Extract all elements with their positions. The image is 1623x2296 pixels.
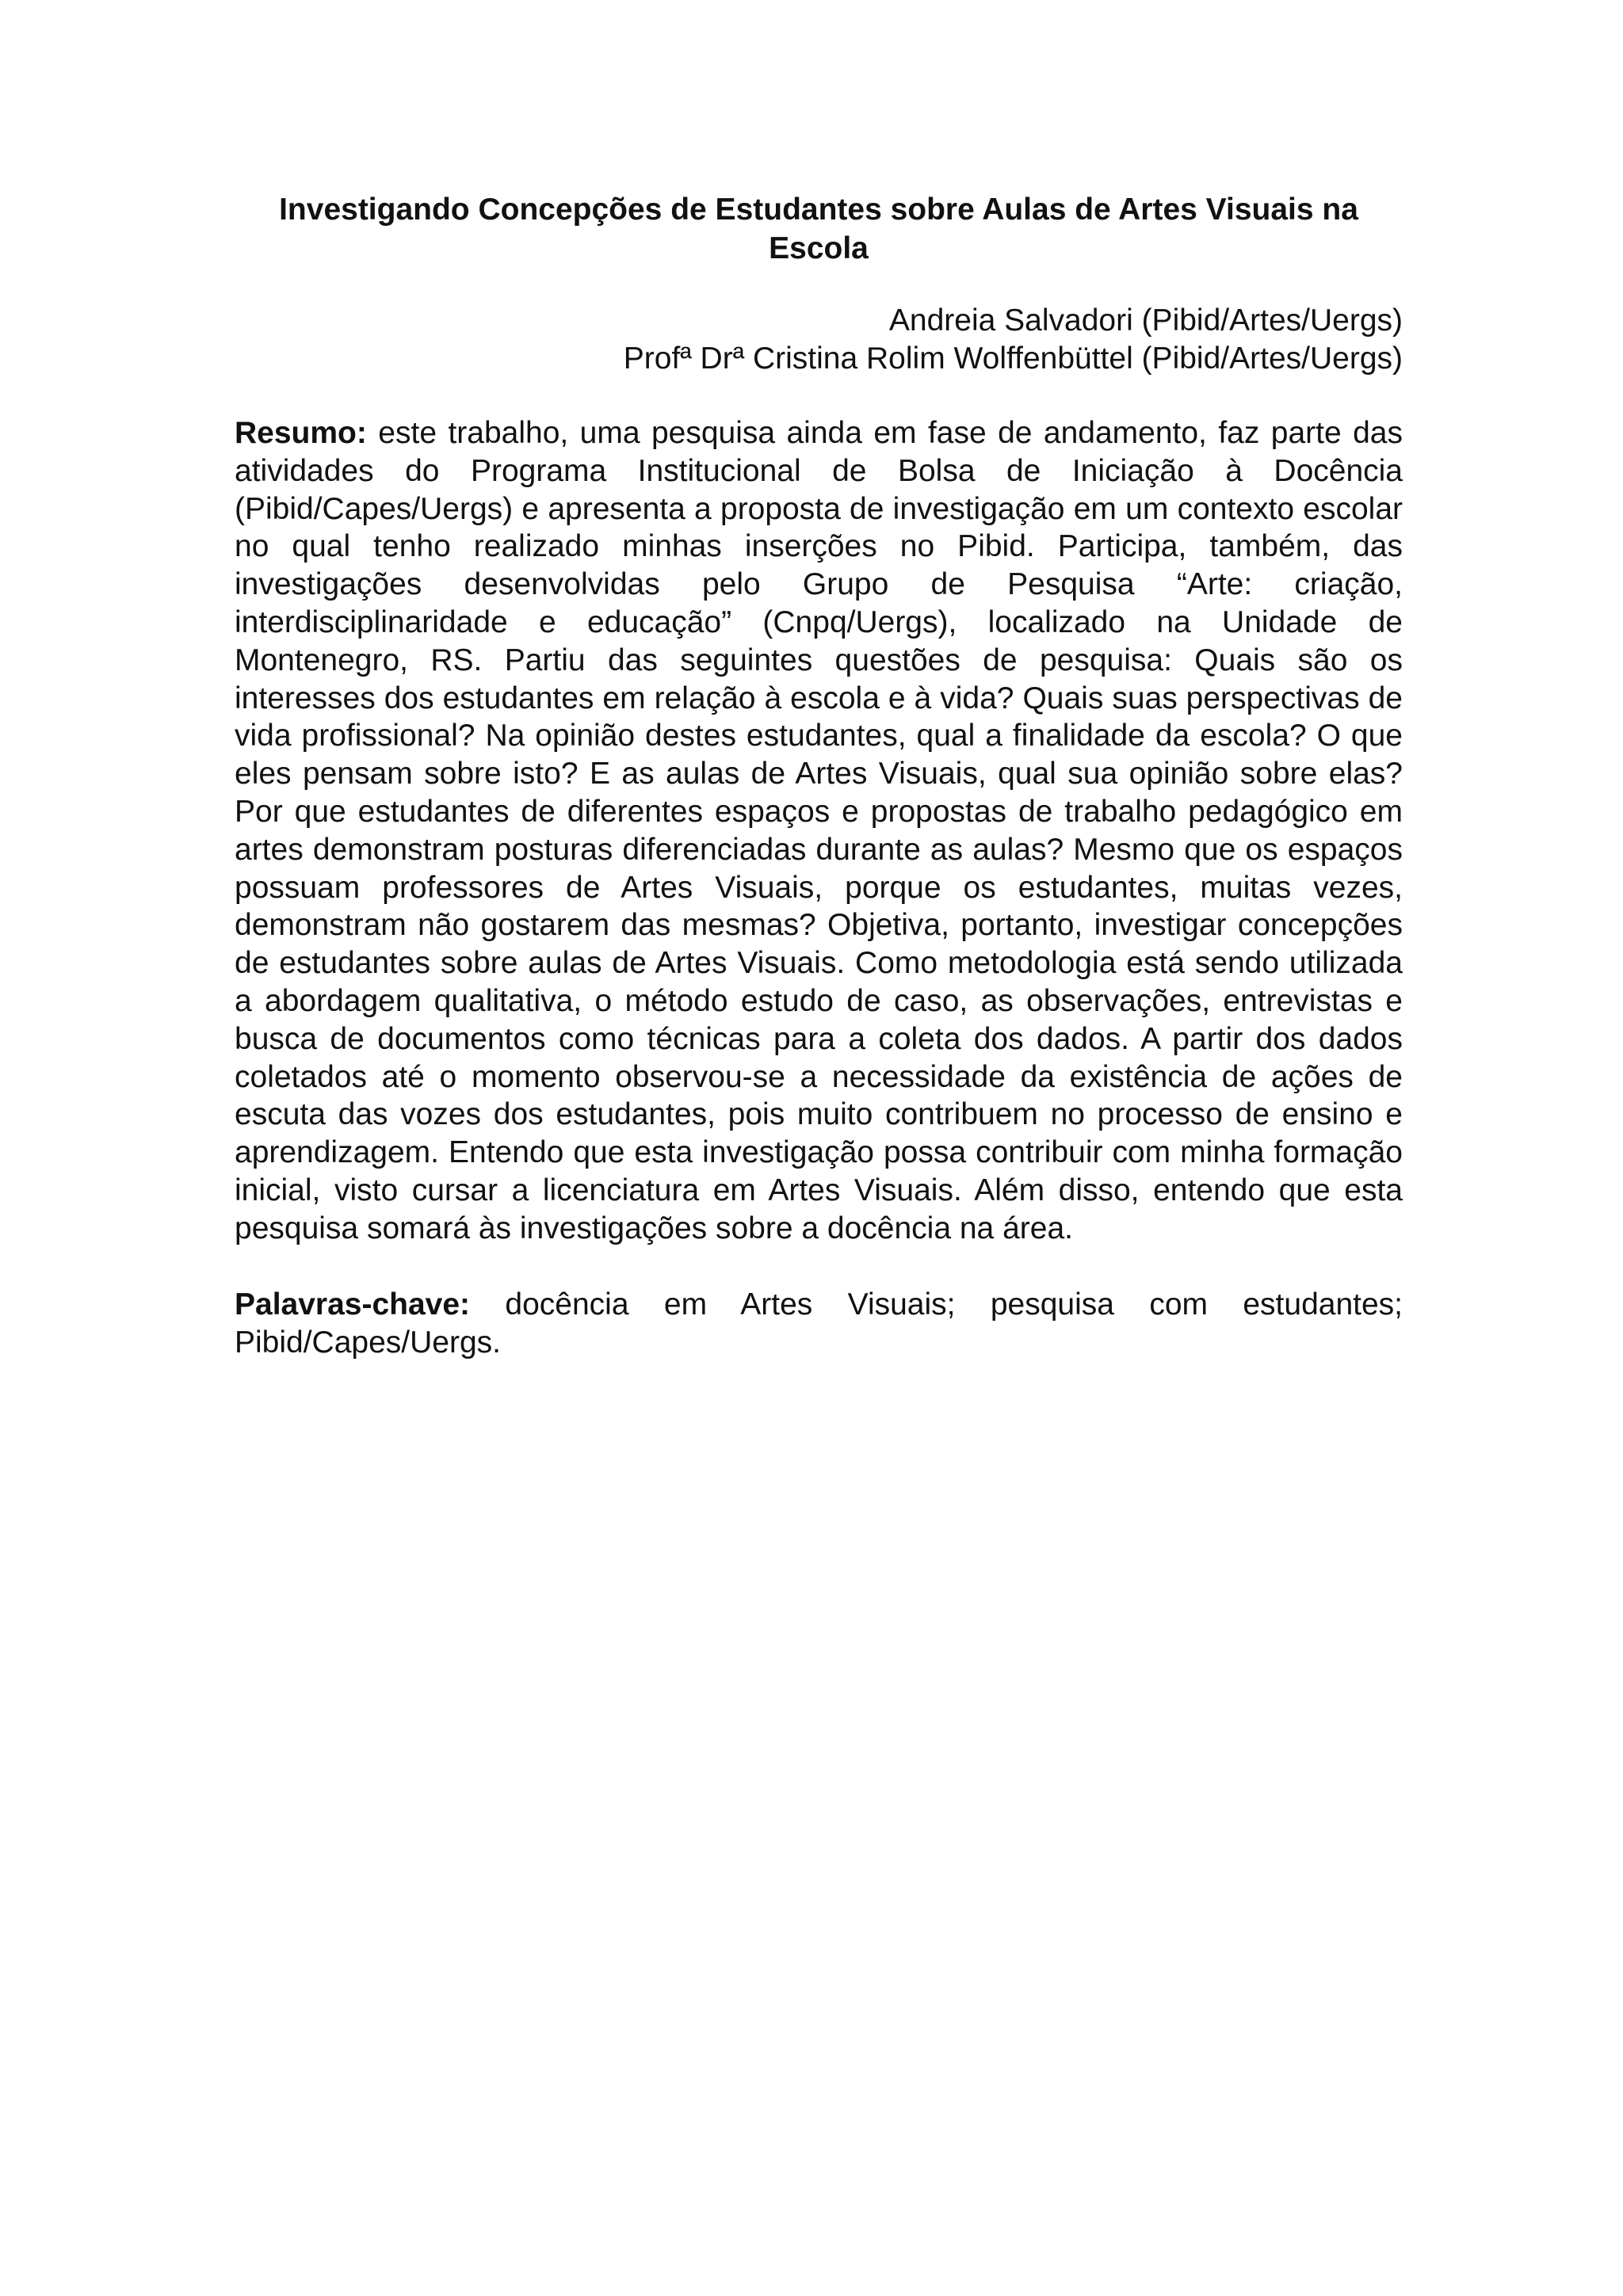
author-line: Andreia Salvadori (Pibid/Artes/Uergs) bbox=[888, 303, 1403, 338]
paper-content bbox=[235, 190, 1403, 1362]
keywords-paragraph bbox=[235, 1286, 1403, 1362]
abstract-text: este trabalho, uma pesquisa ainda em fase de andamento, faz parte das atividades do Programa Institucional de Bolsa de Iniciação à Docência (Pibid/Capes/Uergs) e apresenta a proposta de investigação em um contexto escolar no qual tenho realizado minhas inserções no Pibid. Participa, também, das investigações desenvolvidas pelo Grupo de Pesquisa “Arte: criação, interdisciplinaridade e educação” (Cnpq/Uergs), localizado na Unidade de Montenegro, RS. Partiu das seguintes questões de pesquisa: Quais são os interesses dos estudantes em relação à escola e à vida? Quais suas perspectivas de vida profissional? Na opinião destes estudantes, qual a finalidade da escola? O que eles pensam sobre isto? E as aulas de Artes Visuais, qual sua opinião sobre elas? Por que estudantes de diferentes espaços e propostas de trabalho pedagógico em artes demonstram posturas diferenciadas durante as aulas? Mesmo que os espaços possuam professores de Artes Visuais, porque os estudantes, muitas vezes, demonstram não gostarem das mesmas? Objetiva, portanto, investigar concepções de estudantes sobre aulas de Artes Visuais. Como metodologia está sendo utilizada a abordagem qualitativa, o método estudo de caso, as observações, entrevistas e busca de documentos como técnicas para a coleta dos dados. A partir dos dados coletados até o momento observou-se a necessidade da existência de ações de escuta das vozes dos estudantes, pois muito contribuem no processo de ensino e aprendizagem. Entendo que esta investigação possa contribuir com minha formação inicial, visto cursar a licenciatura em Artes Visuais. Além disso, entendo que esta pesquisa somará às investigações sobre a docência na área. bbox=[235, 416, 1403, 1245]
author-block bbox=[235, 302, 1403, 378]
keywords-text: docência em Artes Visuais; pesquisa com estudantes; Pibid/Capes/Uergs. bbox=[235, 1287, 1403, 1360]
author-line: Profª Drª Cristina Rolim Wolffenbüttel (Pibid/Artes/Uergs) bbox=[623, 341, 1403, 376]
paper-title: Investigando Concepções de Estudantes sobre Aulas de Artes Visuais na Escola bbox=[279, 193, 1358, 265]
abstract-label: Resumo: bbox=[235, 416, 367, 450]
keywords-label: Palavras-chave: bbox=[235, 1287, 471, 1322]
abstract-paragraph bbox=[235, 414, 1403, 1248]
